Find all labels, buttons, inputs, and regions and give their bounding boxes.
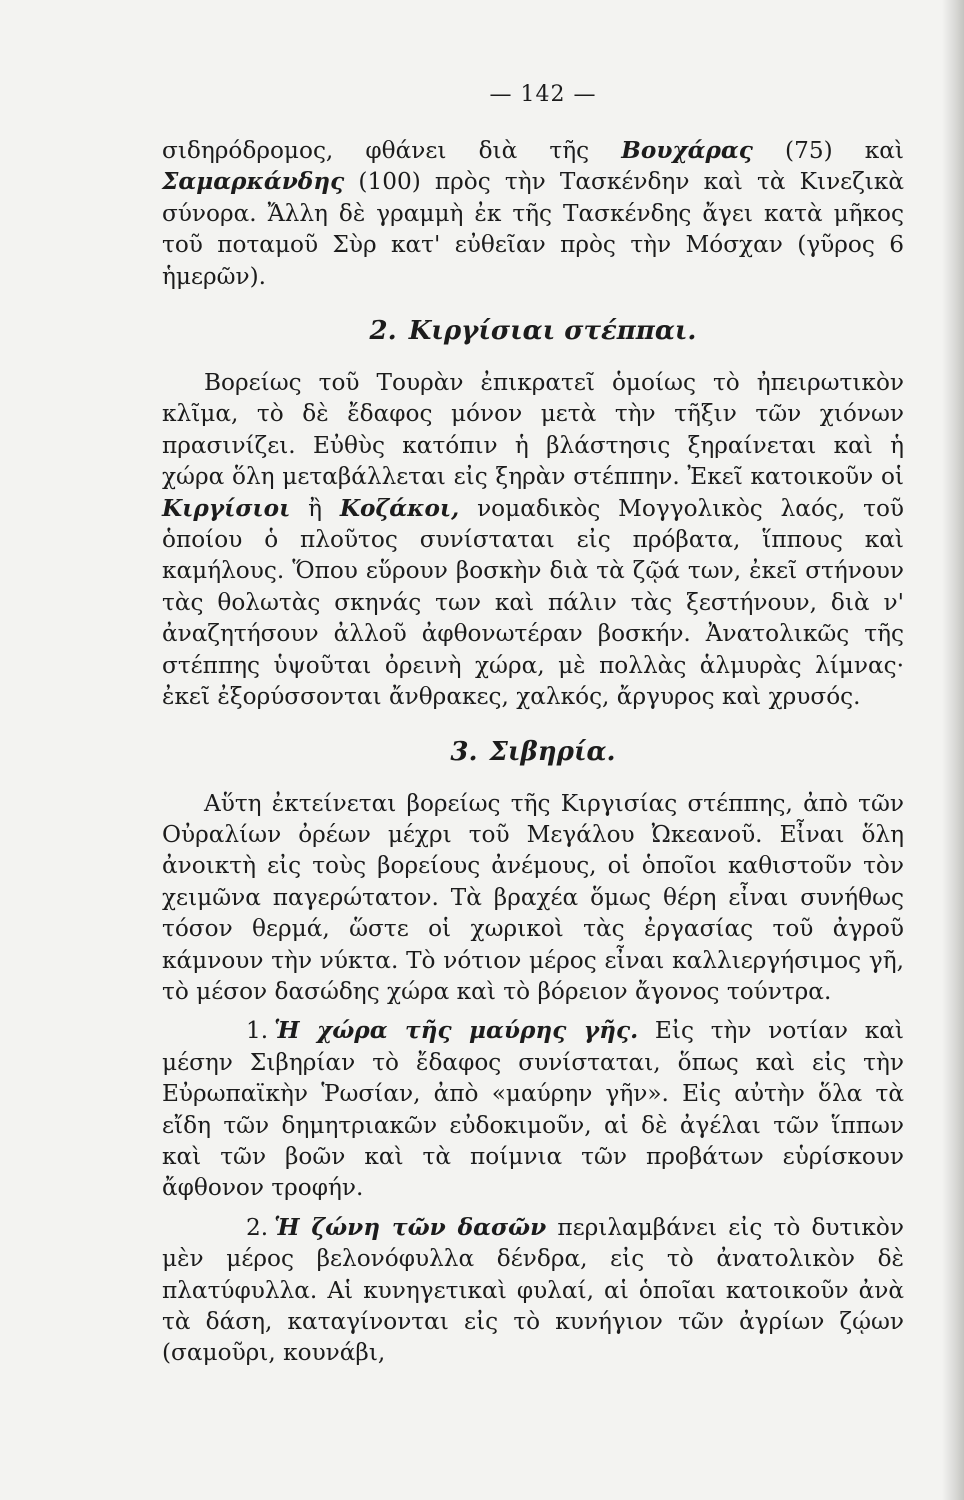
kirgiz-text-2: ἢ — [290, 494, 340, 522]
kirgiz-text-1: Βορείως τοῦ Τουρὰν ἐπικρατεῖ ὁμοίως τὸ ἠπειρωτικὸν κλῖμα, τὸ δὲ ἔδαφος μόνον μετὰ τὴν τῆξιν τῶν χιόνων πρασινίζει. Εὐθὺς κατόπιν ἡ βλάστησις ξηραίνεται καὶ ἡ χώρα ὅλη μεταβάλλεται εἰς ξηρὰν στέππην. Ἐκεῖ κατοικοῦν οἱ — [162, 369, 904, 491]
black-earth-paragraph — [162, 1015, 904, 1203]
kirgiz-paragraph — [162, 367, 904, 712]
kirgiz-text-3: νομαδικὸς Μογγολικὸς λαός, τοῦ ὁποίου ὁ πλοῦτος συνίσταται εἰς πρόβατα, ἵππους καὶ καμήλους. Ὅπου εὕρουν βοσκὴν διὰ τὰ ζῷά των, ἐκεῖ στήνουν τὰς θολωτὰς σκηνάς των καὶ πάλιν τὰς ξεστήνουν, διὰ ν' ἀναζητήσουν ἀλλοῦ ἀφθονωτέραν βοσκήν. Ἀνατολικῶς τῆς στέππης ὑψοῦται ὀρεινὴ χώρα, μὲ πολλὰς ἁλμυρὰς λίμνας· ἐκεῖ ἐξορύσσονται ἄνθρακες, χαλκός, ἄργυρος καὶ χρυσός. — [162, 494, 904, 711]
forest-zone-text: περιλαμβάνει εἰς τὸ δυτικὸν μὲν μέρος βελονόφυλλα δένδρα, εἰς τὸ ἀνατολικὸν δὲ πλατύφυλλα. Αἱ κυνηγετικαὶ φυλαί, αἱ ὁποῖαι κατοικοῦν ἀνὰ τὰ δάση, καταγίνονται εἰς τὸ κυνήγιον τῶν ἀγρίων ζῴων (σαμοῦρι, κουνάβι, — [162, 1213, 904, 1367]
intro-text-1: σιδηρόδρομος, φθάνει διὰ τῆς — [162, 137, 622, 164]
intro-text-3: (100) πρὸς τὴν Τασκένδην καὶ τὰ Κινεζικὰ σύνορα. Ἄλλη δὲ γραμμὴ ἐκ τῆς Τασκένδης ἄγει κατὰ μῆκος τοῦ ποταμοῦ Σὺρ κατ' εὐθεῖαν πρὸς τὴν Μόσχαν (γῦρος 6 ἡμερῶν). — [162, 168, 904, 290]
section-number: 2. — [369, 316, 397, 347]
section-heading-kirgiz-steppes — [162, 315, 904, 347]
forest-zone-paragraph — [162, 1212, 904, 1369]
section-number: 3. — [450, 736, 478, 767]
book-page — [162, 82, 904, 1369]
section-title: Κιργίσιαι στέππαι. — [408, 316, 697, 347]
intro-paragraph — [162, 135, 904, 292]
item-heading-black-earth: Ἡ χώρα τῆς μαύρης γῆς. — [274, 1017, 639, 1045]
section-heading-siberia — [162, 736, 904, 768]
black-earth-text: Εἰς τὴν νοτίαν καὶ μέσην Σιβηρίαν τὸ ἔδαφος συνίσταται, ὅπως καὶ εἰς τὴν Εὐρωπαϊκὴν Ῥωσίαν, ἀπὸ «μαύρην γῆν». Εἰς αὐτὴν ὅλα τὰ εἴδη τῶν δημητριακῶν εὐδοκιμοῦν, αἱ δὲ ἀγέλαι τῶν ἵππων καὶ τῶν βοῶν καὶ τὰ ποίμνια τῶν προβάτων εὑρίσκουν ἄφθονον τροφήν. — [162, 1017, 904, 1202]
term-kirgizioi: Κιργίσιοι — [162, 494, 291, 522]
section-title: Σιβηρία. — [489, 736, 616, 767]
item-number: 2. — [246, 1213, 269, 1241]
item-number: 1. — [246, 1017, 269, 1045]
term-kozakoi: Κοζάκοι, — [339, 494, 460, 522]
item-heading-forest-zone: Ἡ ζώνη τῶν δασῶν — [274, 1213, 547, 1241]
place-samarkand: Σαμαρκάνδης — [162, 168, 345, 196]
place-bukhara: Βουχάρας — [621, 137, 753, 164]
intro-text-2: (75) καὶ — [752, 137, 904, 164]
siberia-paragraph: Αὕτη ἐκτείνεται βορείως τῆς Κιργισίας στέππης, ἀπὸ τῶν Οὐραλίων ὀρέων μέχρι τοῦ Μεγάλου Ὠκεανοῦ. Εἶναι ὅλη ἀνοικτὴ εἰς τοὺς βορείους ἀνέμους, οἱ ὁποῖοι καθιστοῦν τὸν χειμῶνα παγερώτατον. Τὰ βραχέα ὅμως θέρη εἶναι συνήθως τόσον θερμά, ὥστε οἱ χωρικοὶ τὰς ἐργασίας τοῦ ἀγροῦ κάμνουν τὴν νύκτα. Τὸ νότιον μέρος εἶναι καλλιεργήσιμος γῆ, τὸ μέσον δασώδης χώρα καὶ τὸ βόρειον ἄγονος τούντρα. — [162, 789, 904, 1005]
page-edge-shadow — [942, 0, 964, 1500]
page-number: — 142 — — [489, 82, 597, 107]
